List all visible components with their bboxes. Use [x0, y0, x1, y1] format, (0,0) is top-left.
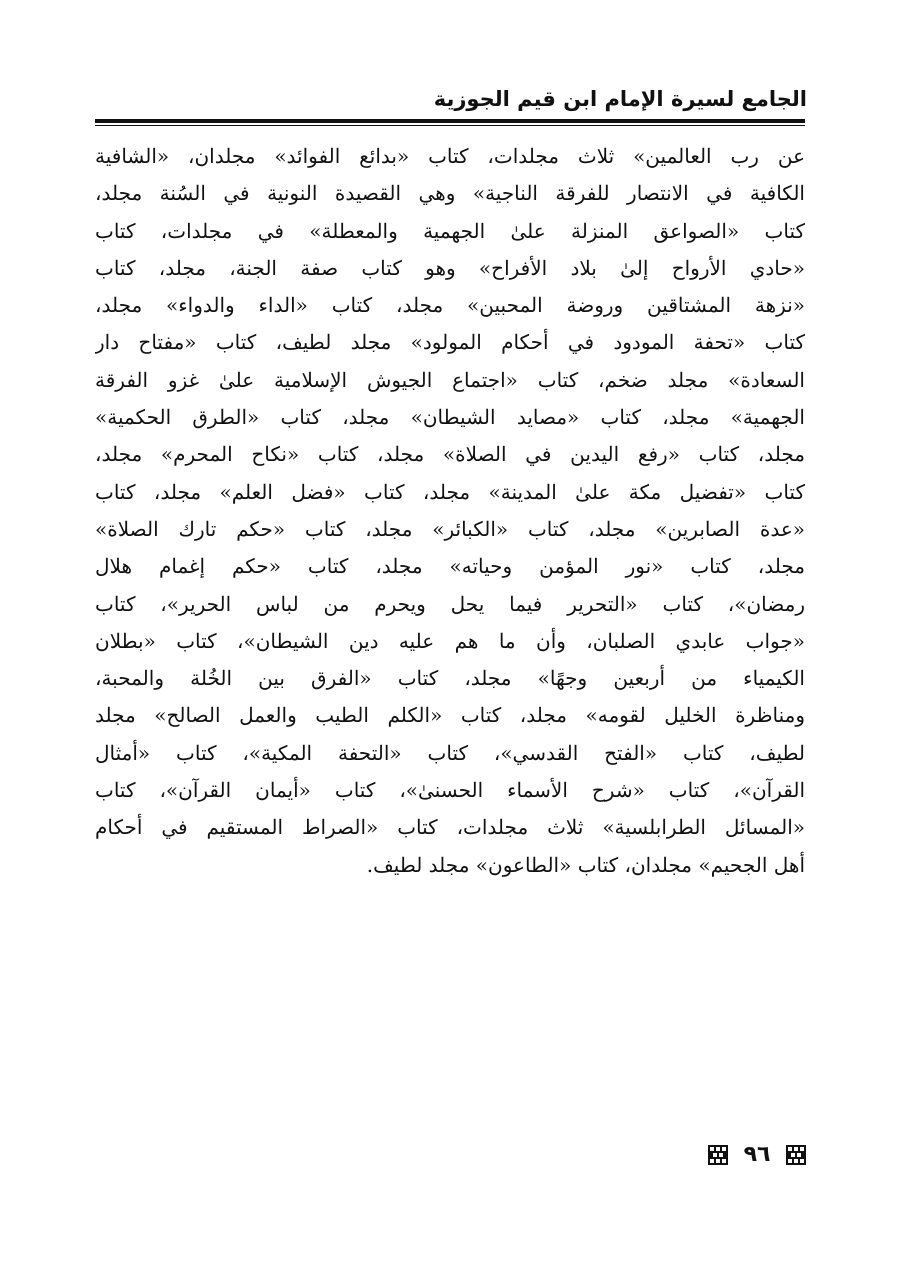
text-line: السعادة» مجلد ضخم، كتاب «اجتماع الجيوش الإسلامية علىٰ غزو الفرقة — [95, 367, 805, 392]
header-rule-thick — [95, 119, 805, 123]
page-number: ٩٦ — [743, 1142, 771, 1167]
checker-ornament-icon — [786, 1145, 806, 1165]
text-line: «نزهة المشتاقين وروضة المحبين» مجلد، كتاب «الداء والدواء» مجلد، — [95, 293, 805, 318]
page-folio — [708, 1140, 806, 1170]
text-line: الكيمياء من أربعين وجهًا» مجلد، كتاب «الفرق بين الخُلة والمحبة، — [95, 666, 805, 691]
text-line: «المسائل الطرابلسية» ثلاث مجلدات، كتاب «الصراط المستقيم في أحكام — [95, 815, 805, 840]
text-line: مجلد، كتاب «نور المؤمن وحياته» مجلد، كتاب «حكم إغمام هلال — [95, 554, 805, 579]
text-line: كتاب «تفضيل مكة علىٰ المدينة» مجلد، كتاب «فضل العلم» مجلد، كتاب — [95, 479, 805, 504]
text-line: «جواب عابدي الصلبان، وأن ما هم عليه دين الشيطان»، كتاب «بطلان — [95, 628, 805, 653]
text-line: مجلد، كتاب «رفع اليدين في الصلاة» مجلد، كتاب «نكاح المحرم» مجلد، — [95, 442, 805, 467]
text-line-last: أهل الجحيم» مجلدان، كتاب «الطاعون» مجلد لطيف. — [366, 852, 805, 877]
text-line: كتاب «الصواعق المنزلة علىٰ الجهمية والمعطلة» في مجلدات، كتاب — [95, 218, 805, 243]
running-header-title: الجامع لسيرة الإمام ابن قيم الجوزية — [433, 87, 807, 111]
header-rule-thin — [95, 125, 805, 126]
body-text — [95, 138, 805, 884]
text-line: الجهمية» مجلد، كتاب «مصايد الشيطان» مجلد، كتاب «الطرق الحكمية» — [95, 405, 805, 430]
text-line: القرآن»، كتاب «شرح الأسماء الحسنىٰ»، كتاب «أيمان القرآن»، كتاب — [95, 778, 805, 803]
text-line: ومناظرة الخليل لقومه» مجلد، كتاب «الكلم الطيب والعمل الصالح» مجلد — [95, 703, 805, 728]
text-line: «عدة الصابرين» مجلد، كتاب «الكبائر» مجلد، كتاب «حكم تارك الصلاة» — [95, 516, 805, 541]
text-line: عن رب العالمين» ثلاث مجلدات، كتاب «بدائع الفوائد» مجلدان، «الشافية — [95, 144, 805, 168]
text-line: كتاب «تحفة المودود في أحكام المولود» مجلد لطيف، كتاب «مفتاح دار — [95, 330, 805, 355]
text-line: «حادي الأرواح إلىٰ بلاد الأفراح» وهو كتاب صفة الجنة، مجلد، كتاب — [95, 255, 805, 280]
text-line: الكافية في الانتصار للفرقة الناجية» وهي القصيدة النونية في السُنة مجلد، — [95, 181, 805, 206]
text-line: لطيف، كتاب «الفتح القدسي»، كتاب «التحفة المكية»، كتاب «أمثال — [95, 740, 805, 765]
text-line: رمضان»، كتاب «التحرير فيما يحل ويحرم من لباس الحرير»، كتاب — [95, 591, 805, 616]
checker-ornament-icon — [708, 1145, 728, 1165]
